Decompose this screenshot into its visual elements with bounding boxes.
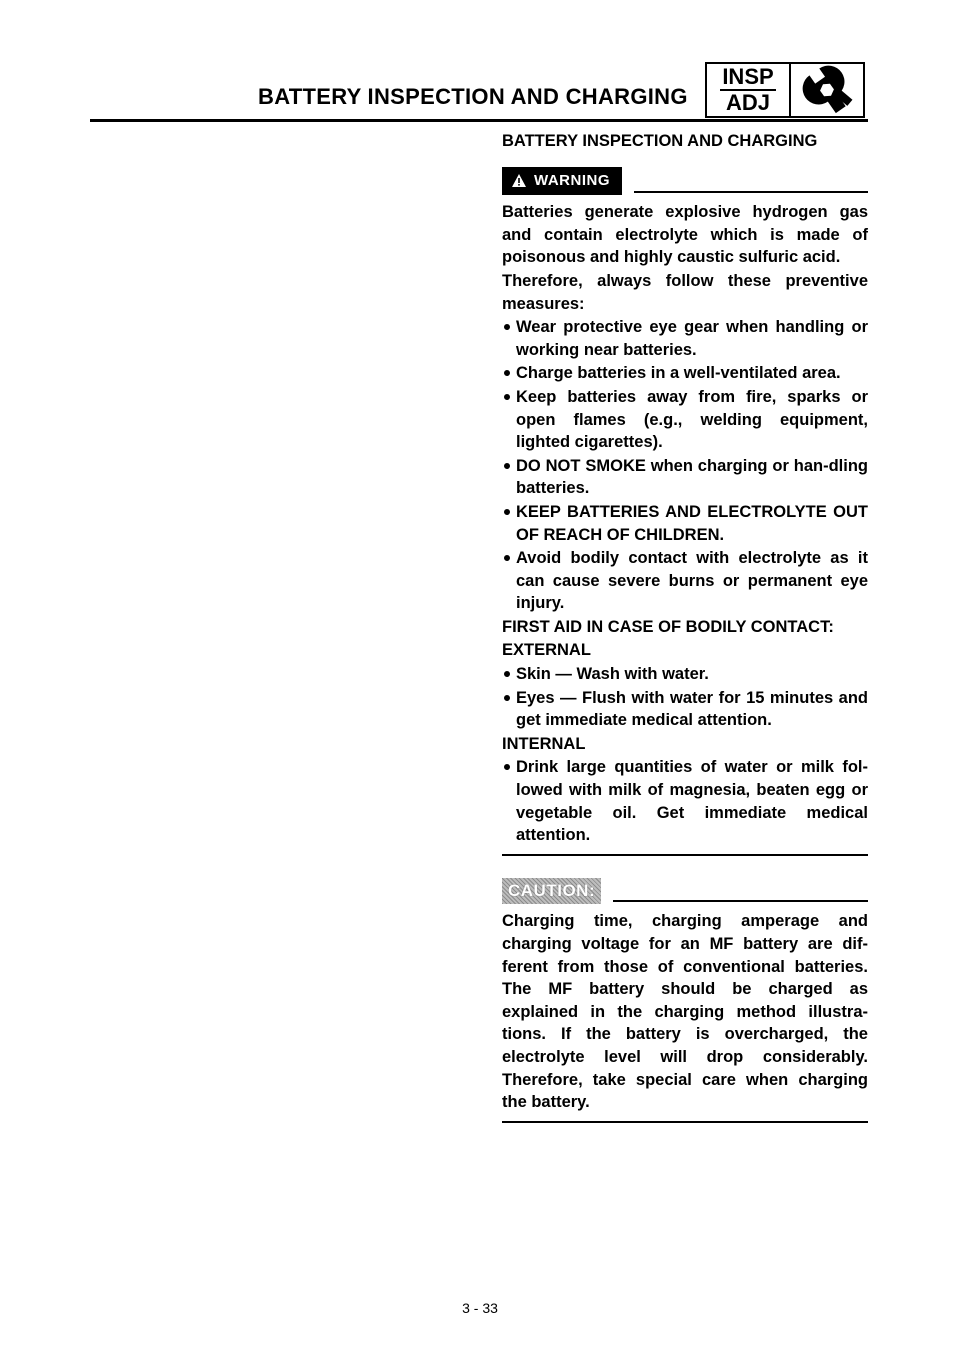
page-number: 3 - 33 <box>462 1300 498 1316</box>
section-badge <box>705 62 865 118</box>
warning-end-rule <box>502 854 868 856</box>
caution-header <box>502 878 868 905</box>
warning-label: WARNING <box>534 171 610 189</box>
list-item: Avoid bodily contact with electrolyte as it can cause severe burns or permanent eye injury. <box>502 547 868 615</box>
external-list <box>502 663 868 732</box>
content-column <box>502 130 868 1145</box>
internal-list <box>502 756 868 846</box>
caution-end-rule <box>502 1121 868 1123</box>
warning-header <box>502 167 868 196</box>
list-item: KEEP BATTERIES AND ELECTROLYTE OUT OF REACH OF CHILDREN. <box>502 501 868 546</box>
warning-measures-list <box>502 316 868 615</box>
external-heading: EXTERNAL <box>502 641 591 660</box>
warning-triangle-icon <box>512 174 526 187</box>
header-title: BATTERY INSPECTION AND CHARGING <box>258 84 688 109</box>
list-item: Wear protective eye gear when handling or working near batteries. <box>502 316 868 361</box>
list-item: Eyes — Flush with water for 15 minutes and get immediate medical attention. <box>502 687 868 732</box>
section-title: BATTERY INSPECTION AND CHARGING <box>502 132 818 150</box>
warning-intro: Batteries generate explosive hydrogen gas and contain electrolyte which is made of poisonous and highly caustic sulfuric acid. <box>502 203 868 267</box>
badge-line2: ADJ <box>720 89 776 115</box>
warning-badge <box>502 167 622 196</box>
warning-rule <box>634 191 868 193</box>
list-item: Drink large quantities of water or milk fol-lowed with milk of magnesia, beaten egg or vegetable oil. Get immediate medical attention. <box>502 756 868 846</box>
caution-rule <box>613 900 868 902</box>
list-item: Keep batteries away from fire, sparks or open flames (e.g., welding equipment, lighted cigarettes). <box>502 386 868 454</box>
list-item: DO NOT SMOKE when charging or han-dling batteries. <box>502 455 868 500</box>
first-aid-heading: FIRST AID IN CASE OF BODILY CONTACT: <box>502 617 834 636</box>
list-item: Skin — Wash with water. <box>502 663 868 686</box>
list-item: Charge batteries in a well-ventilated area. <box>502 362 868 385</box>
header-rule <box>90 119 868 122</box>
caution-badge: CAUTION: <box>502 878 601 905</box>
internal-heading: INTERNAL <box>502 734 586 753</box>
badge-line1: INSP <box>722 64 774 89</box>
wrench-icon <box>789 64 863 116</box>
badge-text <box>707 64 789 116</box>
warning-measures-intro: Therefore, always follow these preventive measures: <box>502 271 868 313</box>
caution-text: Charging time, charging amperage and charging voltage for an MF battery are dif-ferent from those of conventional batteries. The MF battery should be charged as explained in the charging method illustra-tions. If the battery is overcharged, the electrolyte level will drop considerably. Therefore, take special care when charging the battery. <box>502 912 868 1112</box>
